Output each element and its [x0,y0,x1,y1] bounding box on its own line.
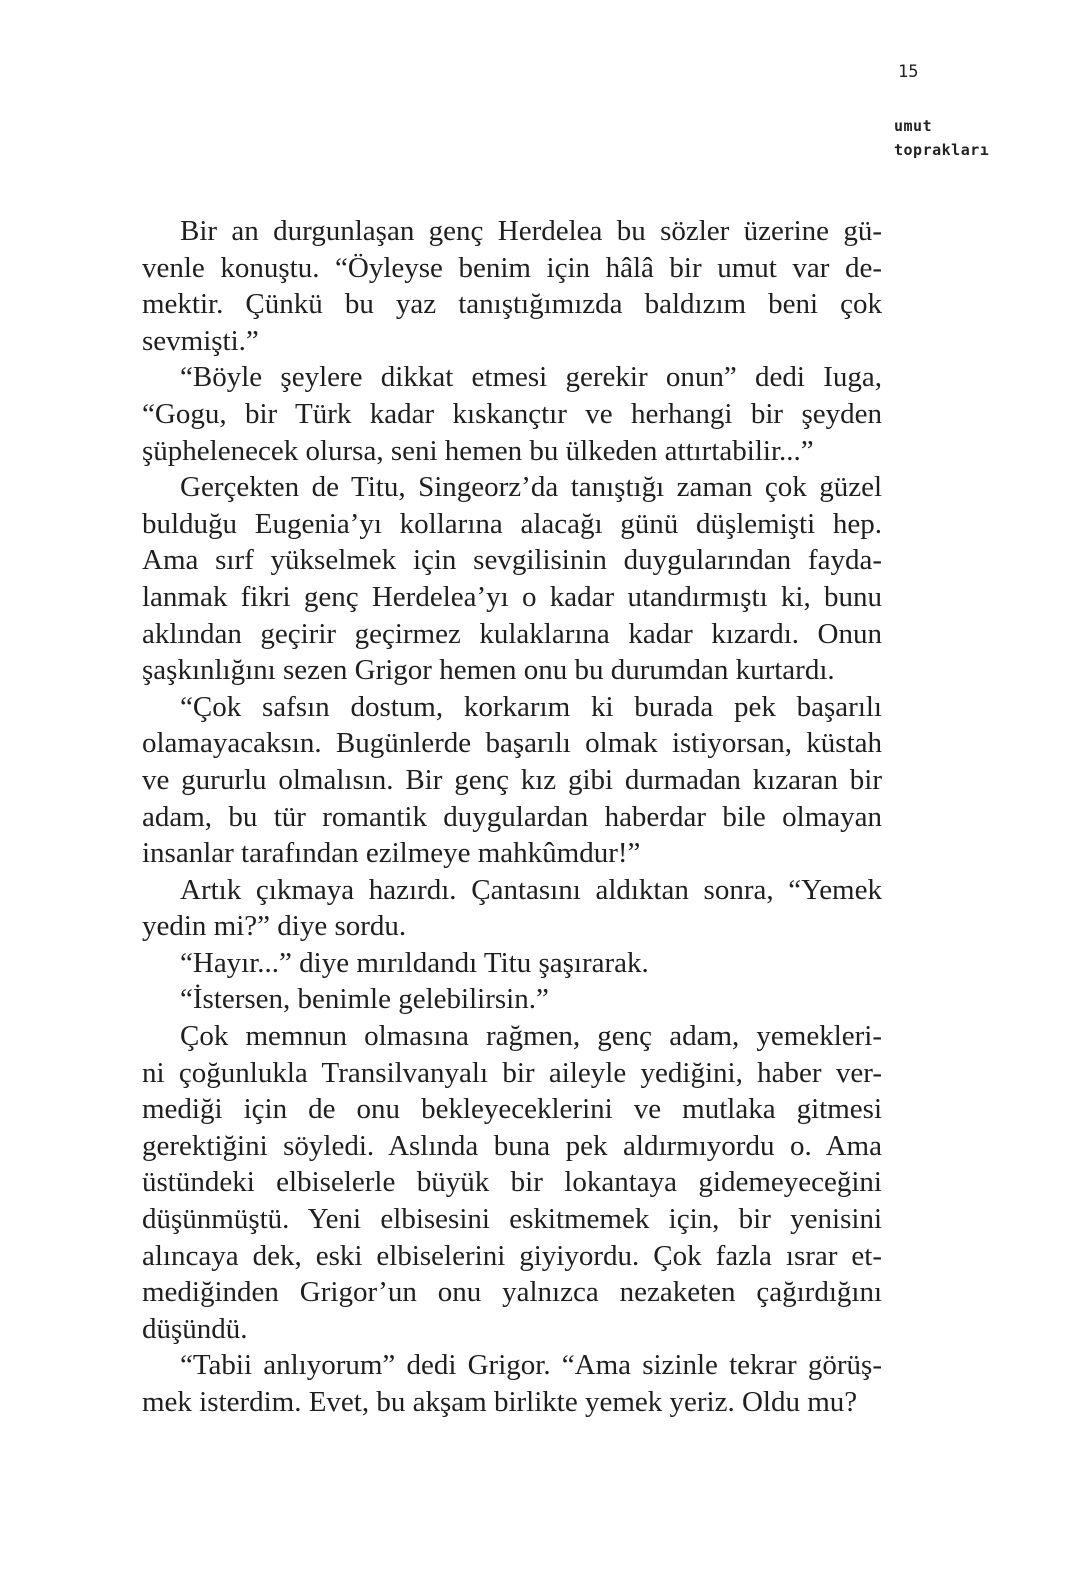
text-line: “Tabii anlıyorum” dedi Grigor. “Ama sizinle tekrar görüş- [180,1349,882,1382]
paragraph [142,1347,882,1420]
running-title [894,114,989,162]
text-line: olamayacaksın. Bugünlerde başarılı olmak istiyorsan, küstah [142,727,882,760]
text-line: “Böyle şeylere dikkat etmesi gerekir onun” dedi Iuga, [180,361,882,394]
text-line: bulduğu Eugenia’yı kollarına alacağı günü düşlemişti hep. [142,507,882,540]
page-number: 15 [898,62,919,82]
text-line: “Çok safsın dostum, korkarım ki burada pek başarılı [180,690,882,723]
text-line: şüphelenecek olursa, seni hemen bu ülkeden attırtabilir...” [142,434,814,467]
running-title-line-2: toprakları [894,141,990,159]
text-line: düşünmüştü. Yeni elbisesini eskitmemek için, bir yenisini [142,1203,882,1236]
text-line: üstündeki elbiselerle büyük bir lokantaya gidemeyeceğini [142,1166,882,1199]
paragraph [142,1018,882,1347]
text-line: “Gogu, bir Türk kadar kıskançtır ve herhangi bir şeyden [142,397,882,430]
paragraph [142,981,882,1018]
text-line: şaşkınlığını sezen Grigor hemen onu bu durumdan kurtardı. [142,654,835,687]
text-line: Gerçekten de Titu, Singeorz’da tanıştığı zaman çok güzel [180,471,882,504]
text-line: yedin mi?” diye sordu. [142,910,407,943]
text-line: Ama sırf yükselmek için sevgilisinin duygularından fayda- [142,544,882,577]
paragraph [142,469,882,689]
body-text [142,213,882,1421]
text-line: gerektiğini söyledi. Aslında buna pek aldırmıyordu o. Ama [142,1129,882,1162]
text-line: mediğinden Grigor’un onu yalnızca nezaketen çağırdığını [142,1276,882,1309]
text-line: mektir. Çünkü bu yaz tanıştığımızda baldızım beni çok [142,288,882,321]
paragraph [142,945,882,982]
text-line: alıncaya dek, eski elbiselerini giyiyordu. Çok fazla ısrar et- [142,1239,882,1272]
text-line: adam, bu tür romantik duygulardan haberdar bile olmayan [142,800,882,833]
text-line: düşündü. [142,1312,248,1345]
text-line: ve gururlu olmalısın. Bir genç kız gibi durmadan kızaran bir [142,763,882,796]
text-line: mek isterdim. Evet, bu akşam birlikte yemek yeriz. Oldu mu? [142,1386,858,1418]
text-line: venle konuştu. “Öyleyse benim için hâlâ bir umut var de- [142,251,882,284]
text-line: insanlar tarafından ezilmeye mahkûmdur!” [142,837,641,870]
paragraph [142,213,882,359]
text-line: lanmak fikri genç Herdelea’yı o kadar utandırmıştı ki, bunu [142,580,882,613]
text-line: Artık çıkmaya hazırdı. Çantasını aldıktan sonra, “Yemek [180,873,882,906]
text-line: Bir an durgunlaşan genç Herdelea bu sözler üzerine gü- [180,215,882,247]
text-line: “Hayır...” diye mırıldandı Titu şaşırarak. [180,946,649,979]
text-line: ni çoğunlukla Transilvanyalı bir aileyle yediğini, haber ver- [142,1056,882,1089]
running-title-line-1: umut [894,117,933,135]
paragraph [142,872,882,945]
text-line: aklından geçirir geçirmez kulaklarına kadar kızardı. Onun [142,617,882,650]
text-line: mediği için de onu bekleyeceklerini ve mutlaka gitmesi [142,1093,882,1126]
paragraph [142,359,882,469]
text-line: sevmişti.” [142,324,259,357]
text-line: “İstersen, benimle gelebilirsin.” [180,983,549,1016]
text-line: Çok memnun olmasına rağmen, genç adam, yemekleri- [180,1020,882,1053]
paragraph [142,689,882,872]
